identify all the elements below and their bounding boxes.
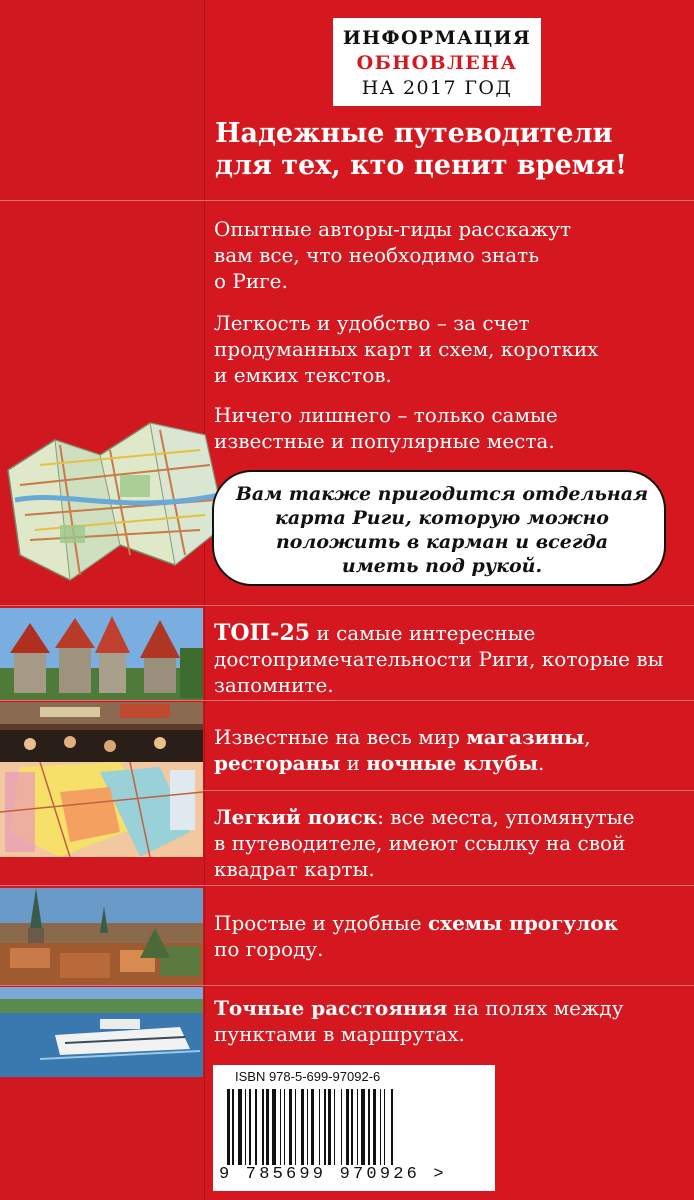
text-fragment: : все места, упомянутые bbox=[377, 805, 635, 829]
barcode-bar bbox=[351, 1089, 352, 1165]
walks-emphasis: схемы прогулок bbox=[427, 911, 619, 935]
barcode-bar bbox=[373, 1089, 376, 1165]
barcode-bar bbox=[384, 1089, 385, 1165]
text-line bbox=[214, 620, 664, 646]
badge-line-1: ИНФОРМАЦИЯ bbox=[342, 27, 532, 49]
text-line: Опытные авторы-гиды расскажут bbox=[214, 217, 572, 241]
text-line: известные и популярные места. bbox=[214, 429, 555, 453]
feature-search bbox=[214, 804, 634, 882]
barcode-bar bbox=[311, 1089, 314, 1165]
isbn-barcode bbox=[213, 1065, 495, 1191]
barcode-bar bbox=[391, 1089, 394, 1165]
barcode-bar bbox=[272, 1089, 276, 1165]
barcode-bar bbox=[324, 1089, 325, 1165]
divider bbox=[0, 700, 694, 701]
headline-line-1: Надежные путеводители bbox=[215, 118, 613, 149]
text-fragment: и самые интересные bbox=[310, 621, 536, 645]
text-line: вам все, что необходимо знать bbox=[214, 243, 540, 267]
text-line: о Риге. bbox=[214, 269, 288, 293]
text-line: Ничего лишнего – только самые bbox=[214, 403, 558, 427]
search-emphasis: Легкий поиск bbox=[214, 805, 378, 829]
shops-emphasis: магазины bbox=[466, 725, 585, 749]
barcode-bar bbox=[380, 1089, 381, 1165]
text-line: запомните. bbox=[214, 673, 334, 697]
text-line: квадрат карты. bbox=[214, 857, 375, 881]
map-excerpt bbox=[0, 762, 203, 857]
barcode-bar bbox=[245, 1089, 246, 1165]
text-line bbox=[214, 910, 618, 936]
barcode-bar bbox=[227, 1089, 230, 1165]
restaurants-emphasis: рестораны bbox=[214, 751, 341, 775]
divider bbox=[0, 605, 694, 606]
distances-emphasis: Точные расстояния bbox=[214, 996, 448, 1020]
text-line: и емких текстов. bbox=[214, 363, 392, 387]
text-fragment: . bbox=[538, 751, 545, 775]
divider bbox=[0, 200, 694, 201]
intro-paragraph-essentials bbox=[214, 402, 558, 454]
text-fragment: Известные на весь мир bbox=[214, 725, 467, 749]
divider bbox=[0, 985, 694, 986]
headline-line-2: для тех, кто ценит время! bbox=[215, 150, 627, 181]
barcode-bar bbox=[346, 1089, 349, 1165]
barcode-bar bbox=[255, 1089, 256, 1165]
barcode-bar bbox=[280, 1089, 281, 1165]
update-badge bbox=[333, 18, 541, 106]
badge-line-2: ОБНОВЛЕНА bbox=[356, 52, 518, 74]
text-line bbox=[214, 750, 591, 776]
badge-line-3: НА 2017 ГОД bbox=[361, 77, 513, 99]
text-line: по городу. bbox=[214, 937, 324, 961]
text-line bbox=[214, 724, 591, 750]
barcode-bar bbox=[307, 1089, 308, 1165]
barcode-bars bbox=[227, 1089, 477, 1165]
text-line: в путеводителе, имеют ссылку на свой bbox=[214, 831, 626, 855]
barcode-bar bbox=[289, 1089, 292, 1165]
barcode-bar bbox=[341, 1089, 342, 1165]
intro-paragraph-authors bbox=[214, 216, 571, 294]
feature-top25 bbox=[214, 620, 664, 698]
text-line: карта Риги, которую можно bbox=[275, 507, 609, 529]
tallinn-towers-photo bbox=[0, 608, 203, 700]
barcode-bar bbox=[266, 1089, 269, 1165]
barcode-bar bbox=[357, 1089, 358, 1165]
folded-map-illustration bbox=[0, 405, 230, 595]
barcode-bar bbox=[361, 1089, 365, 1165]
text-line: продуманных карт и схем, коротких bbox=[214, 337, 599, 361]
divider bbox=[0, 885, 694, 886]
barcode-bar bbox=[238, 1089, 242, 1165]
barcode-bar bbox=[334, 1089, 335, 1165]
feature-walks bbox=[214, 910, 618, 962]
text-line: Легкость и удобство – за счет bbox=[214, 311, 530, 335]
text-line bbox=[214, 995, 623, 1021]
feature-distances bbox=[214, 995, 623, 1047]
riga-panorama-photo bbox=[0, 888, 203, 985]
headline bbox=[215, 118, 685, 182]
barcode-bar bbox=[249, 1089, 252, 1165]
barcode-bar bbox=[301, 1089, 304, 1165]
isbn-digits: 9 785699 970926 > bbox=[219, 1165, 447, 1184]
text-line: Вам также пригодится отдельная bbox=[235, 483, 649, 505]
barcode-bar bbox=[319, 1089, 320, 1165]
barcode-bar bbox=[368, 1089, 371, 1165]
barcode-bar bbox=[284, 1089, 285, 1165]
text-line: положить в карман и всегда bbox=[275, 531, 609, 553]
text-line: достопримечательности Риги, которые вы bbox=[214, 647, 664, 671]
feature-shops bbox=[214, 724, 591, 776]
text-fragment: Простые и удобные bbox=[214, 911, 428, 935]
top25-emphasis: ТОП-25 bbox=[214, 620, 311, 646]
isbn-label: ISBN 978-5-699-97092-6 bbox=[235, 1069, 381, 1084]
street-cafe-photo bbox=[0, 702, 203, 762]
text-line: иметь под рукой. bbox=[341, 555, 543, 577]
separate-map-bubble bbox=[212, 470, 666, 586]
text-line: пунктами в маршрутах. bbox=[214, 1022, 465, 1046]
text-line bbox=[214, 804, 634, 830]
cruise-ship-photo bbox=[0, 987, 203, 1077]
text-fragment: на полях между bbox=[447, 996, 624, 1020]
intro-paragraph-ease bbox=[214, 310, 598, 388]
barcode-bar bbox=[232, 1089, 233, 1165]
bubble-text bbox=[228, 482, 656, 578]
clubs-emphasis: ночные клубы bbox=[366, 751, 539, 775]
text-fragment: , bbox=[584, 725, 591, 749]
barcode-bar bbox=[328, 1089, 331, 1165]
barcode-bar bbox=[262, 1089, 263, 1165]
text-fragment: и bbox=[340, 751, 367, 775]
barcode-bar bbox=[295, 1089, 296, 1165]
